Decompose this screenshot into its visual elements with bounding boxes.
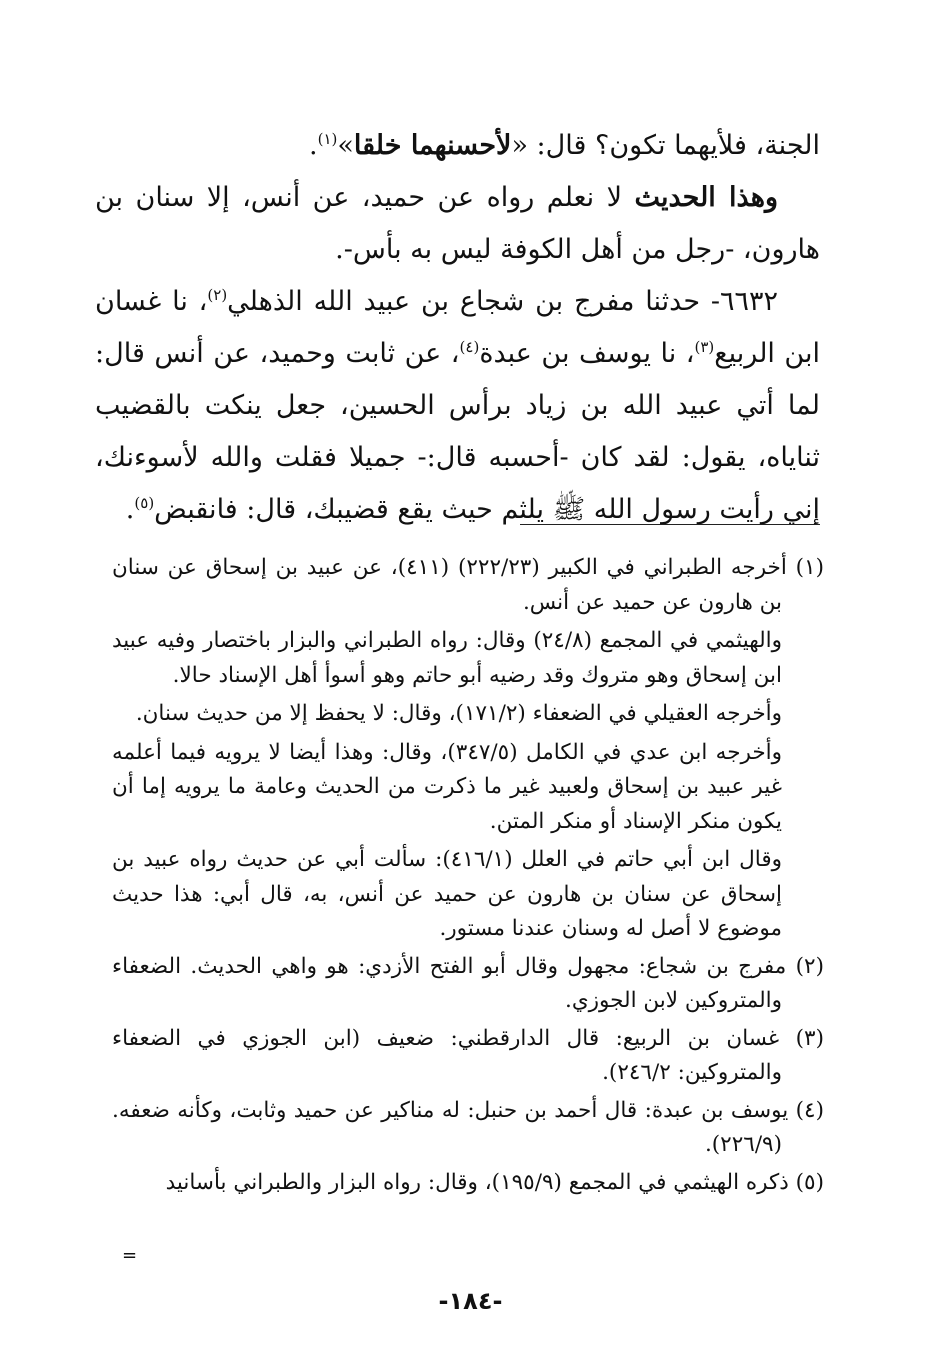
- p3-seg-3: ، نا يوسف بن عبدة: [479, 338, 695, 369]
- footnote-ref-4: (٤): [459, 338, 480, 356]
- paragraph-1: [95, 120, 820, 172]
- p1-text-b: »: [337, 130, 354, 161]
- footnote-ref-1: (١): [317, 130, 338, 148]
- footnote-2: (٢) مفرج بن شجاع: مجهول وقال أبو الفتح الأزدي: هو واهي الحديث. الضعفاء والمتروكين لابن الجوزي.: [112, 953, 824, 1013]
- page-number: -١٨٤-: [438, 1287, 503, 1315]
- p1-text-c: .: [309, 130, 318, 161]
- footnote-ref-2: (٢): [207, 286, 228, 304]
- footnote-1: (١) أخرجه الطبراني في الكبير (٢٢٢/٢٣) (٤١١)، عن عبيد بن إسحاق عن سنان بن هارون عن حميد عن أنس.: [112, 555, 824, 615]
- p1-text-a: الجنة، فلأيهما تكون؟ قال: «: [511, 130, 820, 161]
- footnote-4: (٤) يوسف بن عبدة: قال أحمد بن حنبل: له مناكير عن حميد وثابت، وكأنه ضعفه. (٢٢٦/٩).: [112, 1097, 824, 1157]
- footnote-separator: [520, 524, 820, 525]
- p3-seg-5: .: [125, 494, 135, 525]
- footnote-1-cont-2: وأخرجه العقيلي في الضعفاء (١٧١/٢)، وقال: لا يحفظ إلا من حديث سنان.: [135, 701, 782, 726]
- continuation-mark: =: [122, 1245, 138, 1266]
- p2-bold-lead: وهذا الحديث: [634, 182, 778, 213]
- footnotes: [112, 548, 824, 1200]
- footnote-3: (٣) غسان بن الربيع: قال الدارقطني: ضعيف (ابن الجوزي في الضعفاء والمتروكين: ٢٤٦/٢).: [112, 1025, 824, 1085]
- p3-seg-2: ، نا غسان ابن الربيع: [95, 286, 821, 369]
- footnote-ref-5: (٥): [134, 494, 155, 512]
- paragraph-2: [95, 172, 820, 276]
- footnote-1-cont-4: وقال ابن أبي حاتم في العلل (٤١٦/١): سألت أبي عن حديث رواه عبيد بن إسحاق عن سنان بن هارون عن حميد عن أنس، به، قال أبي: هذا حديث موضوع لا أصل له وسنان عندنا مستور.: [112, 847, 783, 941]
- hadith-6632: [95, 276, 820, 536]
- main-text: [95, 120, 820, 536]
- footnote-1-cont-3: وأخرجه ابن عدي في الكامل (٣٤٧/٥)، وقال: وهذا أيضا لا يرويه فيما أعلمه غير عبيد بن إسحاق ولعبيد غير ما ذكرت من الحديث وعامة ما يرويه إما أن يكون منكر الإسناد أو منكر المتن.: [112, 739, 782, 834]
- p3-seg-1: ٦٦٣٢- حدثنا مفرج بن شجاع بن عبيد الله الذهلي: [227, 286, 778, 317]
- footnote-1-cont-1: والهيثمي في المجمع (٢٤/٨) وقال: رواه الطبراني والبزار باختصار وفيه عبيد ابن إسحاق وهو متروك وقد رضيه أبو حاتم وهو أسوأ أهل الإسناد حالا.: [112, 628, 783, 688]
- p1-bold-quote: لأحسنهما خلقا: [353, 130, 512, 161]
- footnote-5: (٥) ذكره الهيثمي في المجمع (١٩٥/٩)، وقال: رواه البزار والطبراني بأسانيد: [165, 1169, 824, 1195]
- footnote-ref-3: (٣): [694, 338, 715, 356]
- p2-text: لا نعلم رواه عن حميد، عن أنس، إلا سنان بن هارون، -رجل من أهل الكوفة ليس به بأس-.: [95, 182, 820, 265]
- p3-seg-4: ، عن ثابت وحميد، عن أنس قال: لما أتي عبيد الله بن زياد برأس الحسين، جعل ينكت بالقضيب ثناياه، يقول: لقد كان -أحسبه قال:- جميلا فقلت والله لأسوءنك، إني رأيت رسول الله ﷺ يلثم حيث يقع قضيبك، قال: فانقبض: [95, 338, 820, 525]
